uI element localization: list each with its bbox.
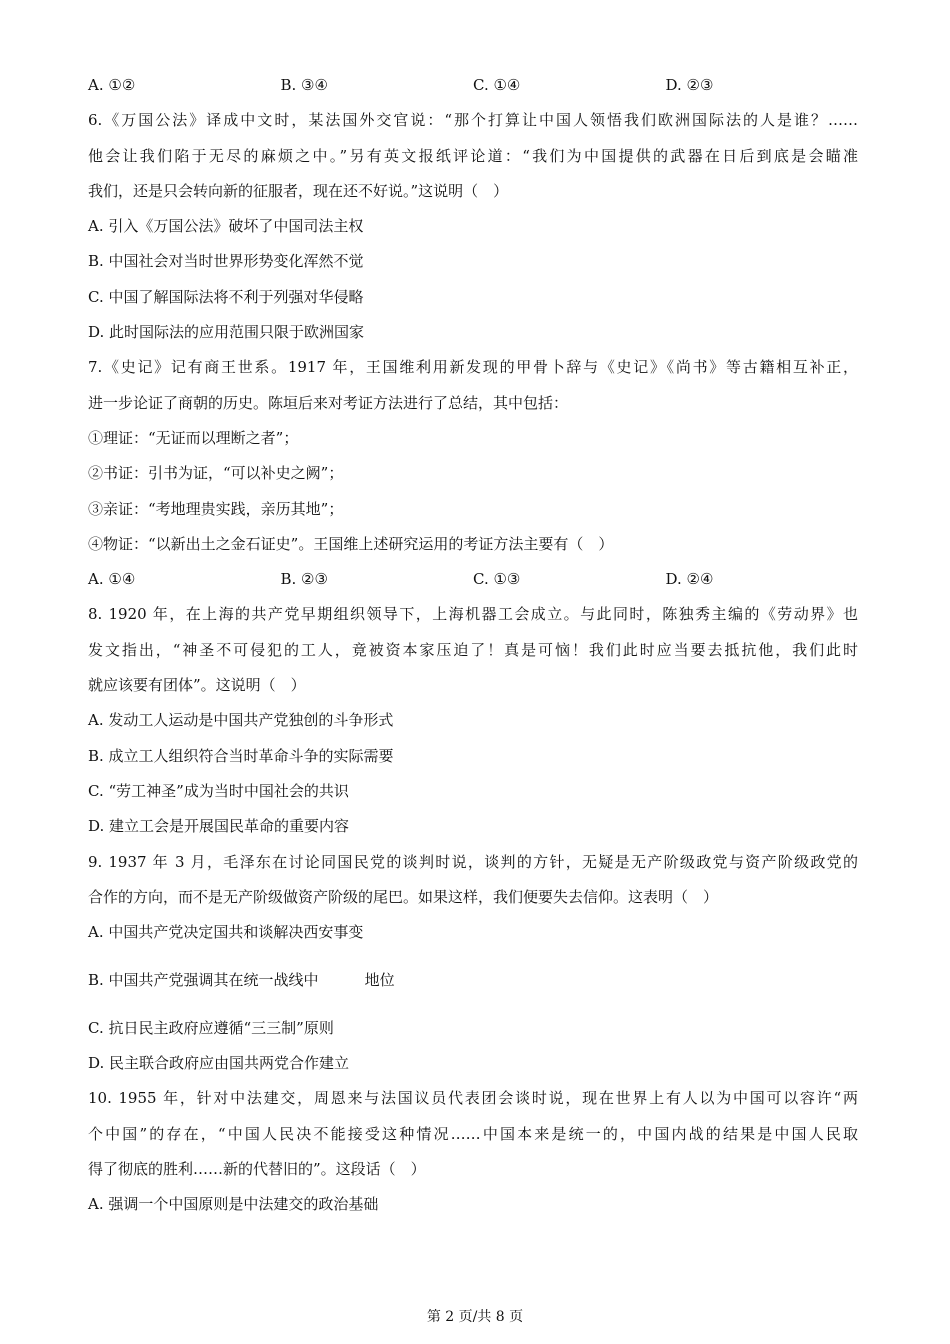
q10-stem: 得了彻底的胜利……新的代替旧的”。这段话（ ） <box>88 1159 426 1178</box>
q6-option-d: D. 此时国际法的应用范围只限于欧洲国家 <box>88 323 365 342</box>
q8-stem: 8. 1920 年，在上海的共产党早期组织领导下，上海机器工会成立。与此同时，陈独秀主编的《劳动界》也 <box>88 605 858 624</box>
q5-option-a: A. ①② <box>88 76 136 94</box>
page-footer: 第 2 页/共 8 页 <box>426 1309 524 1325</box>
document-page <box>88 68 858 1223</box>
q10-option-a: A. 强调一个中国原则是中法建交的政治基础 <box>88 1195 379 1214</box>
q8-option-c: C. “劳工神圣”成为当时中国社会的共识 <box>88 781 349 800</box>
q9-stem: 9. 1937 年 3 月，毛泽东在讨论同国民党的谈判时说，谈判的方针，无疑是无产阶级政党与资产阶级政党的 <box>88 852 858 871</box>
q9-option-d: D. 民主联合政府应由国共两党合作建立 <box>88 1054 350 1073</box>
q7-item: ①理证：“无证而以理断之者”； <box>88 428 299 447</box>
q6-stem: 他会让我们陷于无尽的麻烦之中。”另有英文报纸评论道：“我们为中国提供的武器在日后到底是会瞄准 <box>88 146 858 165</box>
q7-options <box>88 562 858 597</box>
q5-option-c: C. ①④ <box>473 76 521 94</box>
q8-option-d: D. 建立工会是开展国民革命的重要内容 <box>88 817 350 836</box>
q5-option-d: D. ②③ <box>665 76 714 94</box>
q9-option-c: C. 抗日民主政府应遵循“三三制”原则 <box>88 1018 334 1037</box>
q6-stem: 我们，还是只会转向新的征服者，现在还不好说。”这说明（ ） <box>88 181 509 200</box>
q8-option-a: A. 发动工人运动是中国共产党独创的斗争形式 <box>88 711 394 730</box>
q7-item: ③亲证：“考地理贵实践，亲历其地”； <box>88 499 344 518</box>
q9-option-a: A. 中国共产党决定国共和谈解决西安事变 <box>88 923 364 942</box>
q7-option-c: C. ①③ <box>473 570 521 589</box>
q9-option-b: B. 中国共产党强调其在统一战线中 地位 <box>88 970 395 989</box>
q7-item: ④物证：“以新出土之金石证史”。王国维上述研究运用的考证方法主要有（ ） <box>88 534 614 553</box>
q7-option-a: A. ①④ <box>88 570 136 589</box>
q9-stem: 合作的方向，而不是无产阶级做资产阶级的尾巴。如果这样，我们便要失去信仰。这表明（ ） <box>88 887 719 906</box>
q7-option-b: B. ②③ <box>280 570 328 589</box>
q6-stem: 6.《万国公法》译成中文时，某法国外交官说：“那个打算让中国人领悟我们欧洲国际法的人是谁？…… <box>88 111 858 130</box>
q8-stem: 就应该要有团体”。这说明（ ） <box>88 676 306 695</box>
q7-stem: 7.《史记》记有商王世系。1917 年，王国维利用新发现的甲骨卜辞与《史记》《尚书》等古籍相互补正， <box>88 358 858 377</box>
q8-stem: 发文指出，“神圣不可侵犯的工人，竟被资本家压迫了！真是可恼！我们此时应当要去抵抗他，我们此时 <box>88 640 858 659</box>
q5-options <box>88 68 858 103</box>
q10-stem: 10. 1955 年，针对中法建交，周恩来与法国议员代表团会谈时说，现在世界上有人以为中国可以容许“两 <box>88 1089 858 1108</box>
q8-option-b: B. 成立工人组织符合当时革命斗争的实际需要 <box>88 746 394 765</box>
q6-option-b: B. 中国社会对当时世界形势变化浑然不觉 <box>88 252 364 271</box>
q6-option-a: A. 引入《万国公法》破坏了中国司法主权 <box>88 217 364 236</box>
q5-option-b: B. ③④ <box>280 76 328 94</box>
q7-stem: 进一步论证了商朝的历史。陈垣后来对考证方法进行了总结，其中包括： <box>88 393 569 412</box>
q10-stem: 个中国”的存在，“中国人民决不能接受这种情况……中国本来是统一的，中国内战的结果是中国人民取 <box>88 1124 858 1143</box>
q7-item: ②书证：引书为证，“可以补史之阙”； <box>88 464 344 483</box>
q6-option-c: C. 中国了解国际法将不利于列强对华侵略 <box>88 287 364 306</box>
q7-option-d: D. ②④ <box>665 570 714 589</box>
